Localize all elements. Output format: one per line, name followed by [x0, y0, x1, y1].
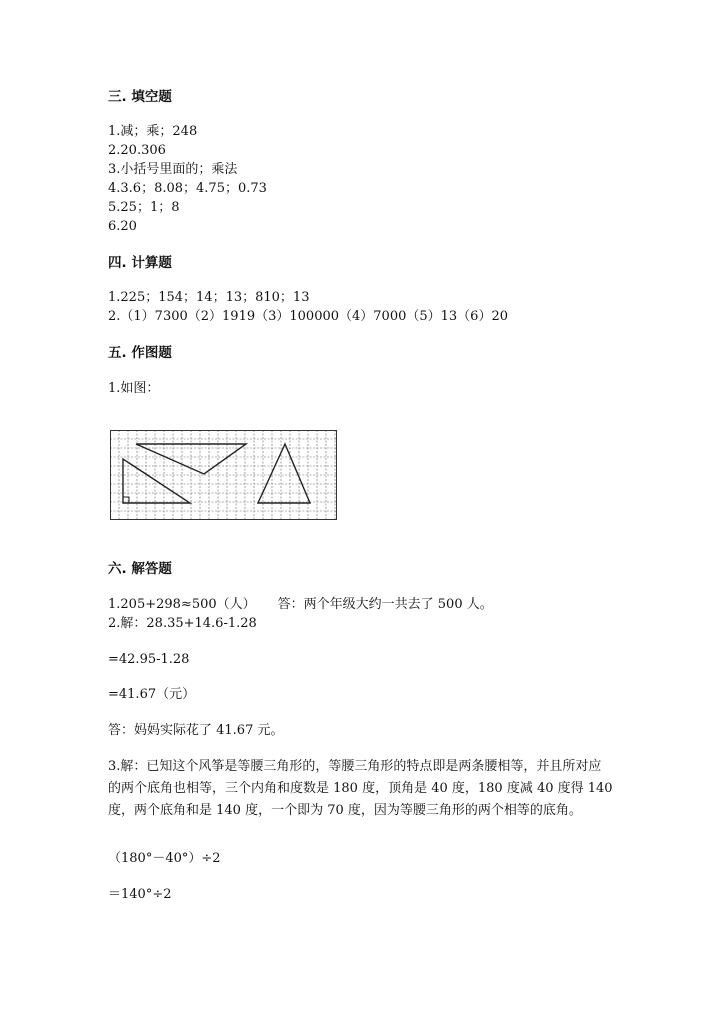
fill-in-answer-4: 4.3.6；8.08；4.75；0.73 [108, 181, 267, 196]
solve-answer-3-line-2: ＝140°÷2 [108, 887, 172, 902]
solve-answer-2-line-2: =42.95-1.28 [108, 652, 190, 667]
solve-answer-3-explanation: 3.解：已知这个风筝是等腰三角形的，等腰三角形的特点即是两条腰相等，并且所对应的两个底角也相等，三个内角和度数是 180 度，顶角是 40 度，180 度减 40 度得 140 度，两个底角和是 140 度，一个即为 70 度，因为等腰三角形的两个相等的底角。 [108, 759, 613, 818]
solve-answer-3-line-1: （180°－40°）÷2 [108, 851, 221, 866]
calculation-answer-2: 2.（1）7300（2）1919（3）100000（4）7000（5）13（6）20 [108, 309, 508, 324]
fill-in-answer-2: 2.20.306 [108, 143, 166, 158]
solve-answer-1 [108, 596, 493, 614]
solve-answer-1-calc: 1.205+298≈500（人） [108, 597, 256, 612]
right-triangle [123, 459, 190, 503]
section-title-fill-in: 三. 填空题 [108, 89, 172, 105]
solve-answer-1-conclusion: 答：两个年级大约一共去了 500 人。 [277, 597, 493, 612]
solve-answer-2-line-3: =41.67（元） [108, 687, 196, 702]
isosceles-triangle [258, 444, 310, 503]
section-title-drawing: 五. 作图题 [108, 345, 172, 361]
solve-answer-2-line-1: 2.解：28.35+14.6-1.28 [108, 616, 257, 631]
solve-answer-2-conclusion: 答：妈妈实际花了 41.67 元。 [108, 723, 284, 738]
fill-in-answer-6: 6.20 [108, 219, 137, 234]
fill-in-answer-1: 1.减；乘；248 [108, 124, 198, 139]
drawing-answer-1: 1.如图： [108, 381, 160, 396]
calculation-answer-1: 1.225；154；14；13；810；13 [108, 290, 310, 305]
fill-in-answer-5: 5.25；1；8 [108, 200, 180, 215]
section-title-calculation: 四. 计算题 [108, 255, 172, 271]
section-title-solve: 六. 解答题 [108, 561, 172, 577]
grid-drawing-figure [110, 430, 338, 522]
fill-in-answer-3: 3.小括号里面的；乘法 [108, 162, 238, 177]
